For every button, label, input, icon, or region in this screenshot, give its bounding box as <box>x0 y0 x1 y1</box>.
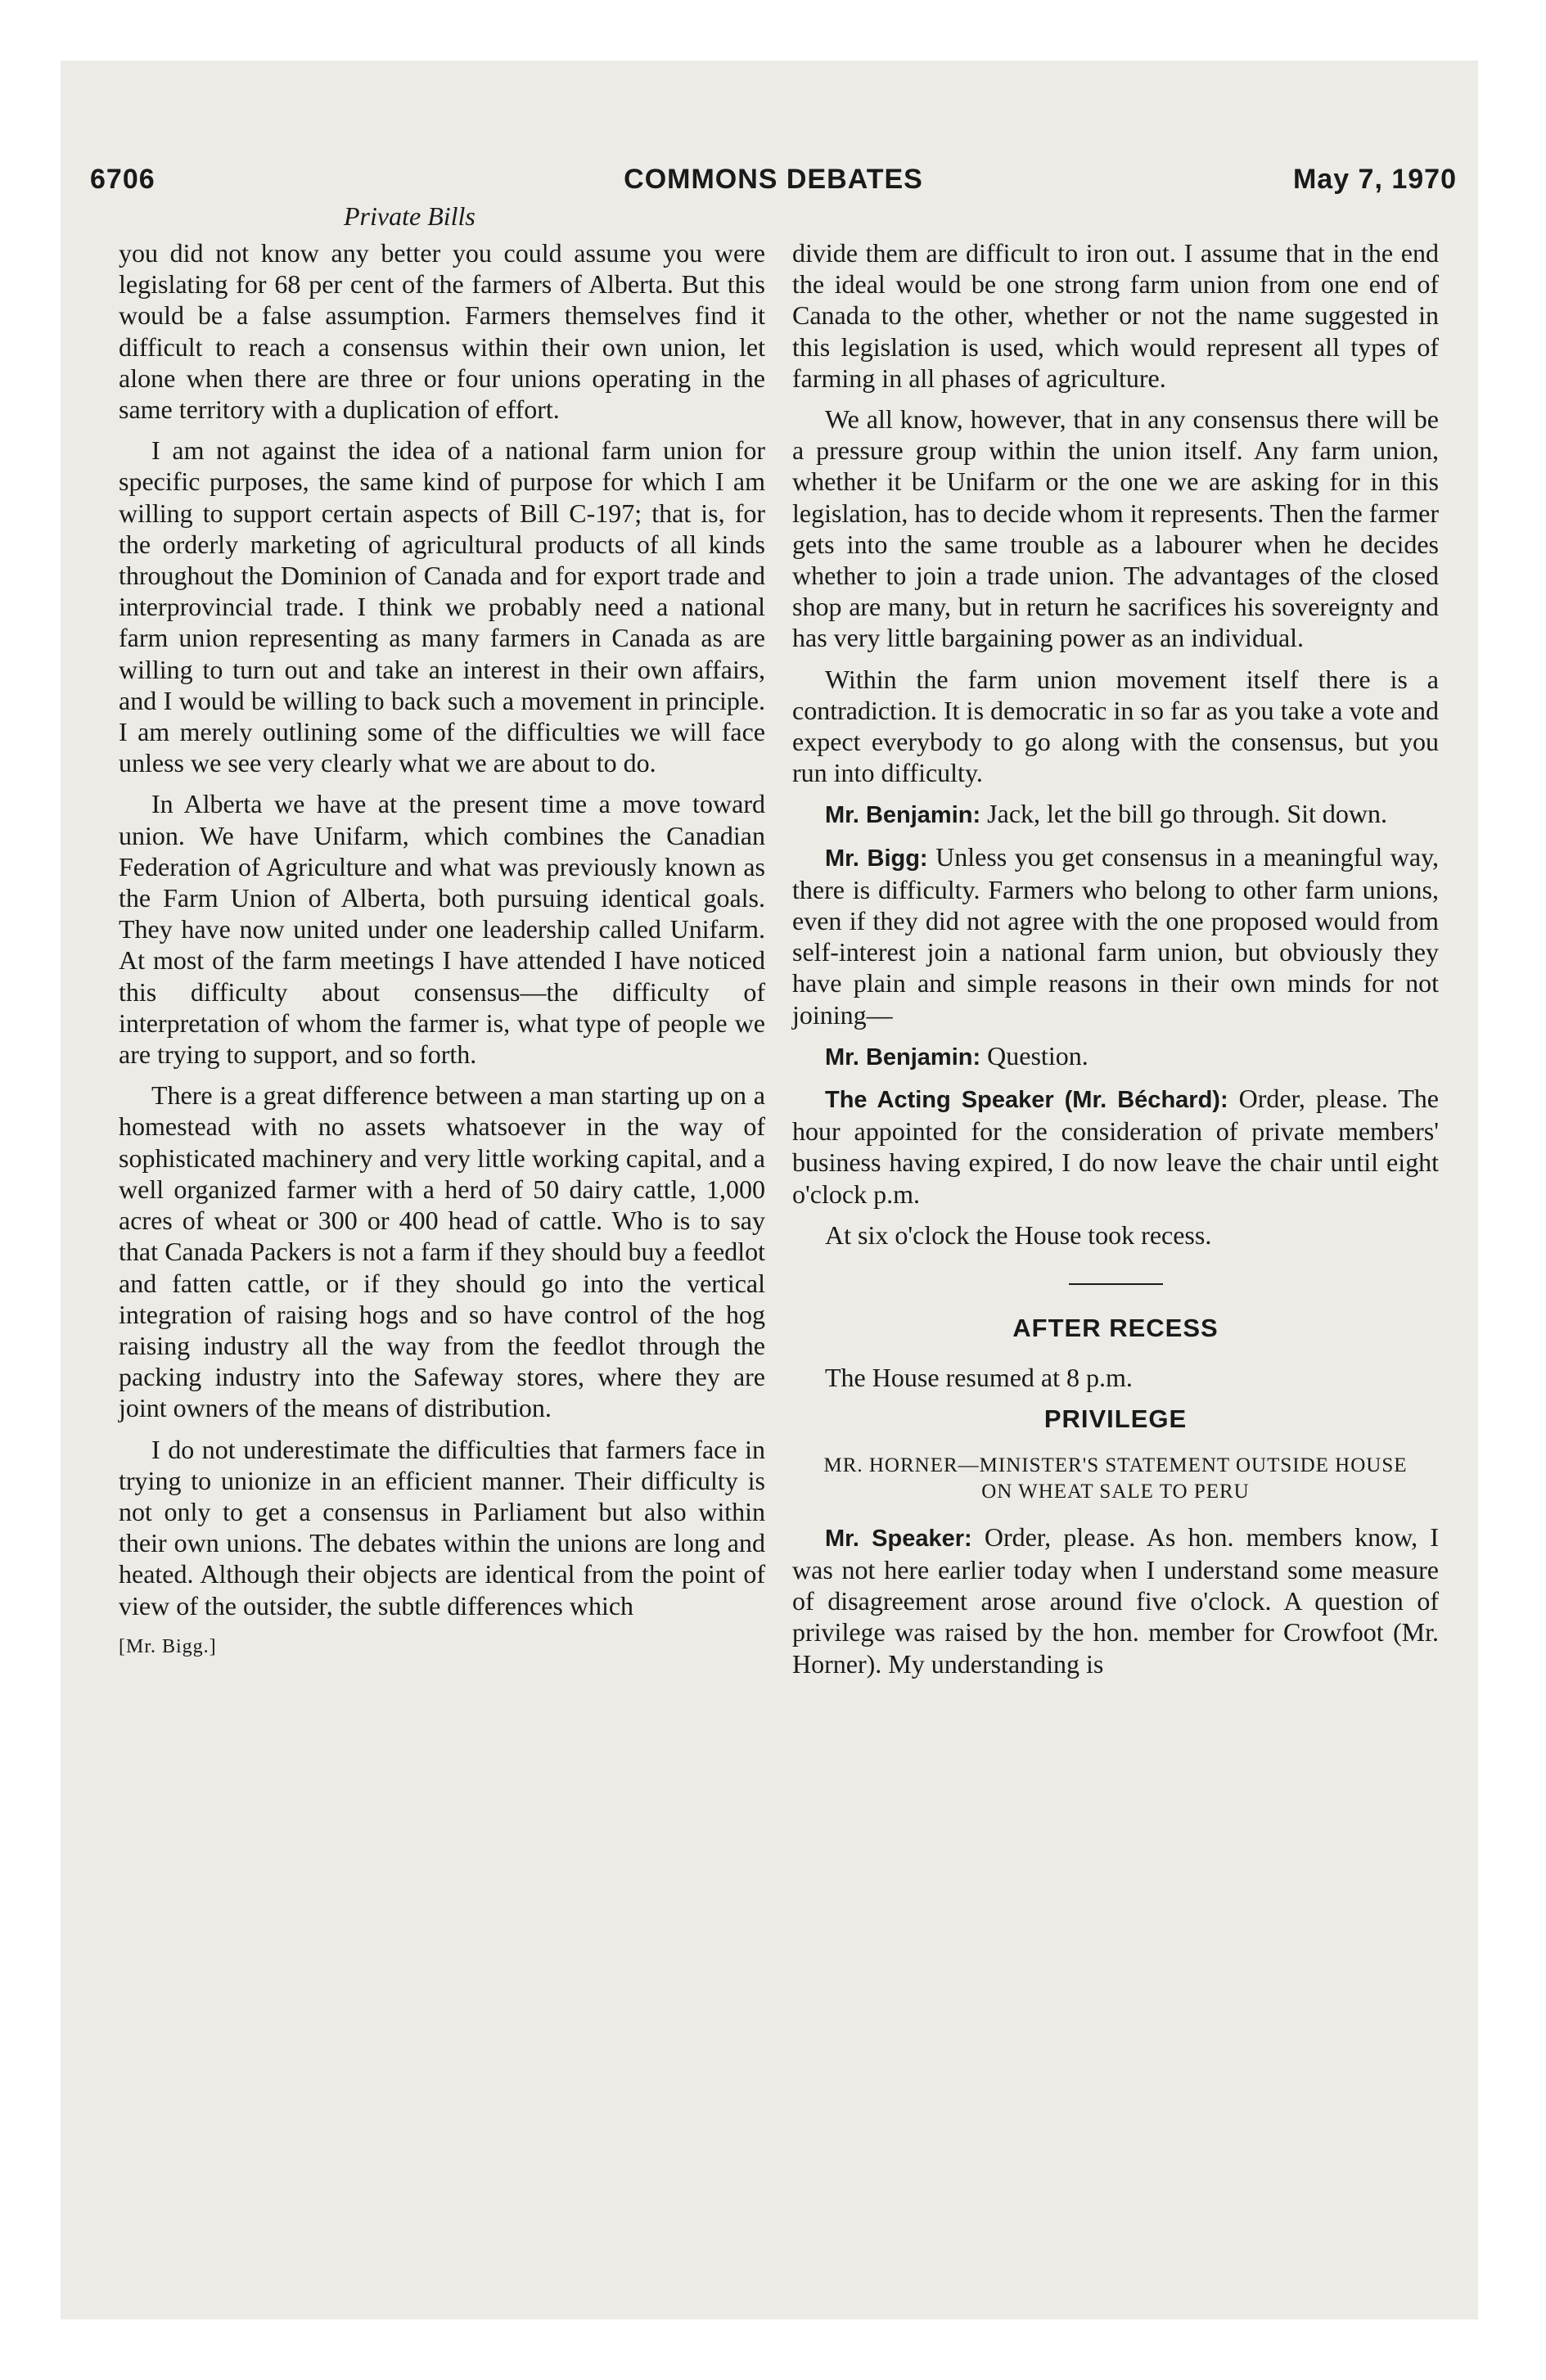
privilege-subheading: MR. HORNER—MINISTER'S STATEMENT OUTSIDE HOUSE ON WHEAT SALE TO PERU <box>823 1454 1408 1503</box>
publication-date: May 7, 1970 <box>1292 164 1457 195</box>
speaker-name: Mr. Speaker: <box>825 1525 972 1552</box>
speech-paragraph <box>792 1083 1439 1210</box>
speech-paragraph <box>792 1040 1439 1073</box>
speaker-name: Mr. Benjamin: <box>825 1044 981 1071</box>
privilege-heading: PRIVILEGE <box>1043 1404 1188 1433</box>
after-recess-heading: AFTER RECESS <box>1012 1314 1219 1343</box>
paragraph: There is a great difference between a man starting up on a homestead with no assets whatsoever in the way of sophisticated machinery and very little working capital, and a well organized farmer with a herd of 50 dairy cattle, 1,000 acres of wheat or 300 or 400 head of cattle. Who is to say that Canada Packers is not a farm if they should buy a feedlot and fatten cattle, or if they should go into the vertical integration of raising hogs and so have control of the hog raising industry all the way from the feedlot through the packing industry into the Safeway stores, where they are joint owners of the means of distribution. <box>119 1080 765 1423</box>
paragraph: I do not underestimate the difficulties that farmers face in trying to unionize in an efficient manner. Their difficulty is not only to get a consensus in Parliament but also within their own unions. The debates within the unions are long and heated. Although their objects are identical from the point of view of the outsider, the subtle differences which <box>119 1434 765 1620</box>
section-divider <box>1069 1283 1163 1285</box>
right-column <box>792 237 1439 1689</box>
paragraph: divide them are difficult to iron out. I assume that in the end the ideal would be one strong farm union from one end of Canada to the other, whether or not the name suggested in this legislation is used, which would represent all types of farming in all phases of agriculture. <box>792 238 1439 393</box>
speaker-name: Mr. Benjamin: <box>825 802 981 829</box>
speaker-name: Mr. Bigg: <box>825 845 928 872</box>
paragraph: At six o'clock the House took recess. <box>825 1219 1212 1250</box>
section-subhead: Private Bills <box>344 201 476 231</box>
speech-text: Question. <box>980 1040 1089 1071</box>
speech-paragraph <box>792 1521 1439 1679</box>
speech-paragraph <box>792 798 1439 831</box>
speaker-attribution: [Mr. Bigg.] <box>119 1635 217 1657</box>
speech-text: Order, please. The hour appointed for the consideration of private members' business having expired, I do now leave the chair until eight o'clock p.m. <box>792 1084 1440 1209</box>
paragraph: We all know, however, that in any consensus there will be a pressure group within the union itself. Any farm union, whether it be Unifarm or the one we are asking for in this legislation, has to decide whom it represents. Then the farmer gets into the same trouble as a labourer when he decides whether to join a trade union. The advantages of the closed shop are many, but in return he sacrifices his sovereignty and has very little bargaining power as an individual. <box>792 404 1439 653</box>
speech-text: Jack, let the bill go through. Sit down. <box>980 799 1387 829</box>
paragraph: I am not against the idea of a national farm union for specific purposes, the same kind of purpose for which I am willing to support certain aspects of Bill C-197; that is, for the orderly marketing of agricultural products of all kinds throughout the Dominion of Canada and for export trade and interprovincial trade. I think we probably need a national farm union representing as many farmers in Canada as are willing to turn out and take an interest in their own affairs, and I would be willing to back such a movement in principle. I am merely outlining some of the difficulties we will face unless we see very clearly what we are about to do. <box>119 435 765 778</box>
page-header <box>90 164 1457 205</box>
speech-paragraph <box>792 841 1439 1030</box>
paragraph: The House resumed at 8 p.m. <box>825 1363 1133 1393</box>
speech-text: Unless you get consensus in a meaningful way, there is difficulty. Farmers who belong to other farm unions, even if they did not agree with the one proposed would from self-interest join a national farm union, but obviously they have plain and simple reasons in their own minds for not joining— <box>792 841 1439 1030</box>
paragraph: In Alberta we have at the present time a move toward union. We have Unifarm, which combines the Canadian Federation of Agriculture and what was previously known as the Farm Union of Alberta, both pursuing identical goals. They have now united under one leadership called Unifarm. At most of the farm meetings I have attended I have noticed this difficulty about consensus—the difficulty of interpretation of whom the farmer is, what type of people we are trying to support, and so forth. <box>119 789 765 1070</box>
left-column <box>119 237 765 1672</box>
speech-text: Order, please. As hon. members know, I was not here earlier today when I understand some measure of disagreement arose around five o'clock. A question of privilege was raised by the hon. member for Crowfoot (Mr. Horner). My understanding is <box>792 1521 1439 1679</box>
speaker-name: The Acting Speaker (Mr. Béchard): <box>825 1087 1228 1114</box>
publication-title: COMMONS DEBATES <box>624 164 923 195</box>
paragraph: Within the farm union movement itself there is a contradiction. It is democratic in so far as you take a vote and expect everybody to go along with the consensus, but you run into difficulty. <box>792 664 1439 788</box>
page-number: 6706 <box>90 164 156 195</box>
paragraph: you did not know any better you could assume you were legislating for 68 per cent of the farmers of Alberta. But this would be a false assumption. Farmers themselves find it difficult to reach a consensus within their own union, let alone when there are three or four unions operating in the same territory with a duplication of effort. <box>119 238 765 425</box>
